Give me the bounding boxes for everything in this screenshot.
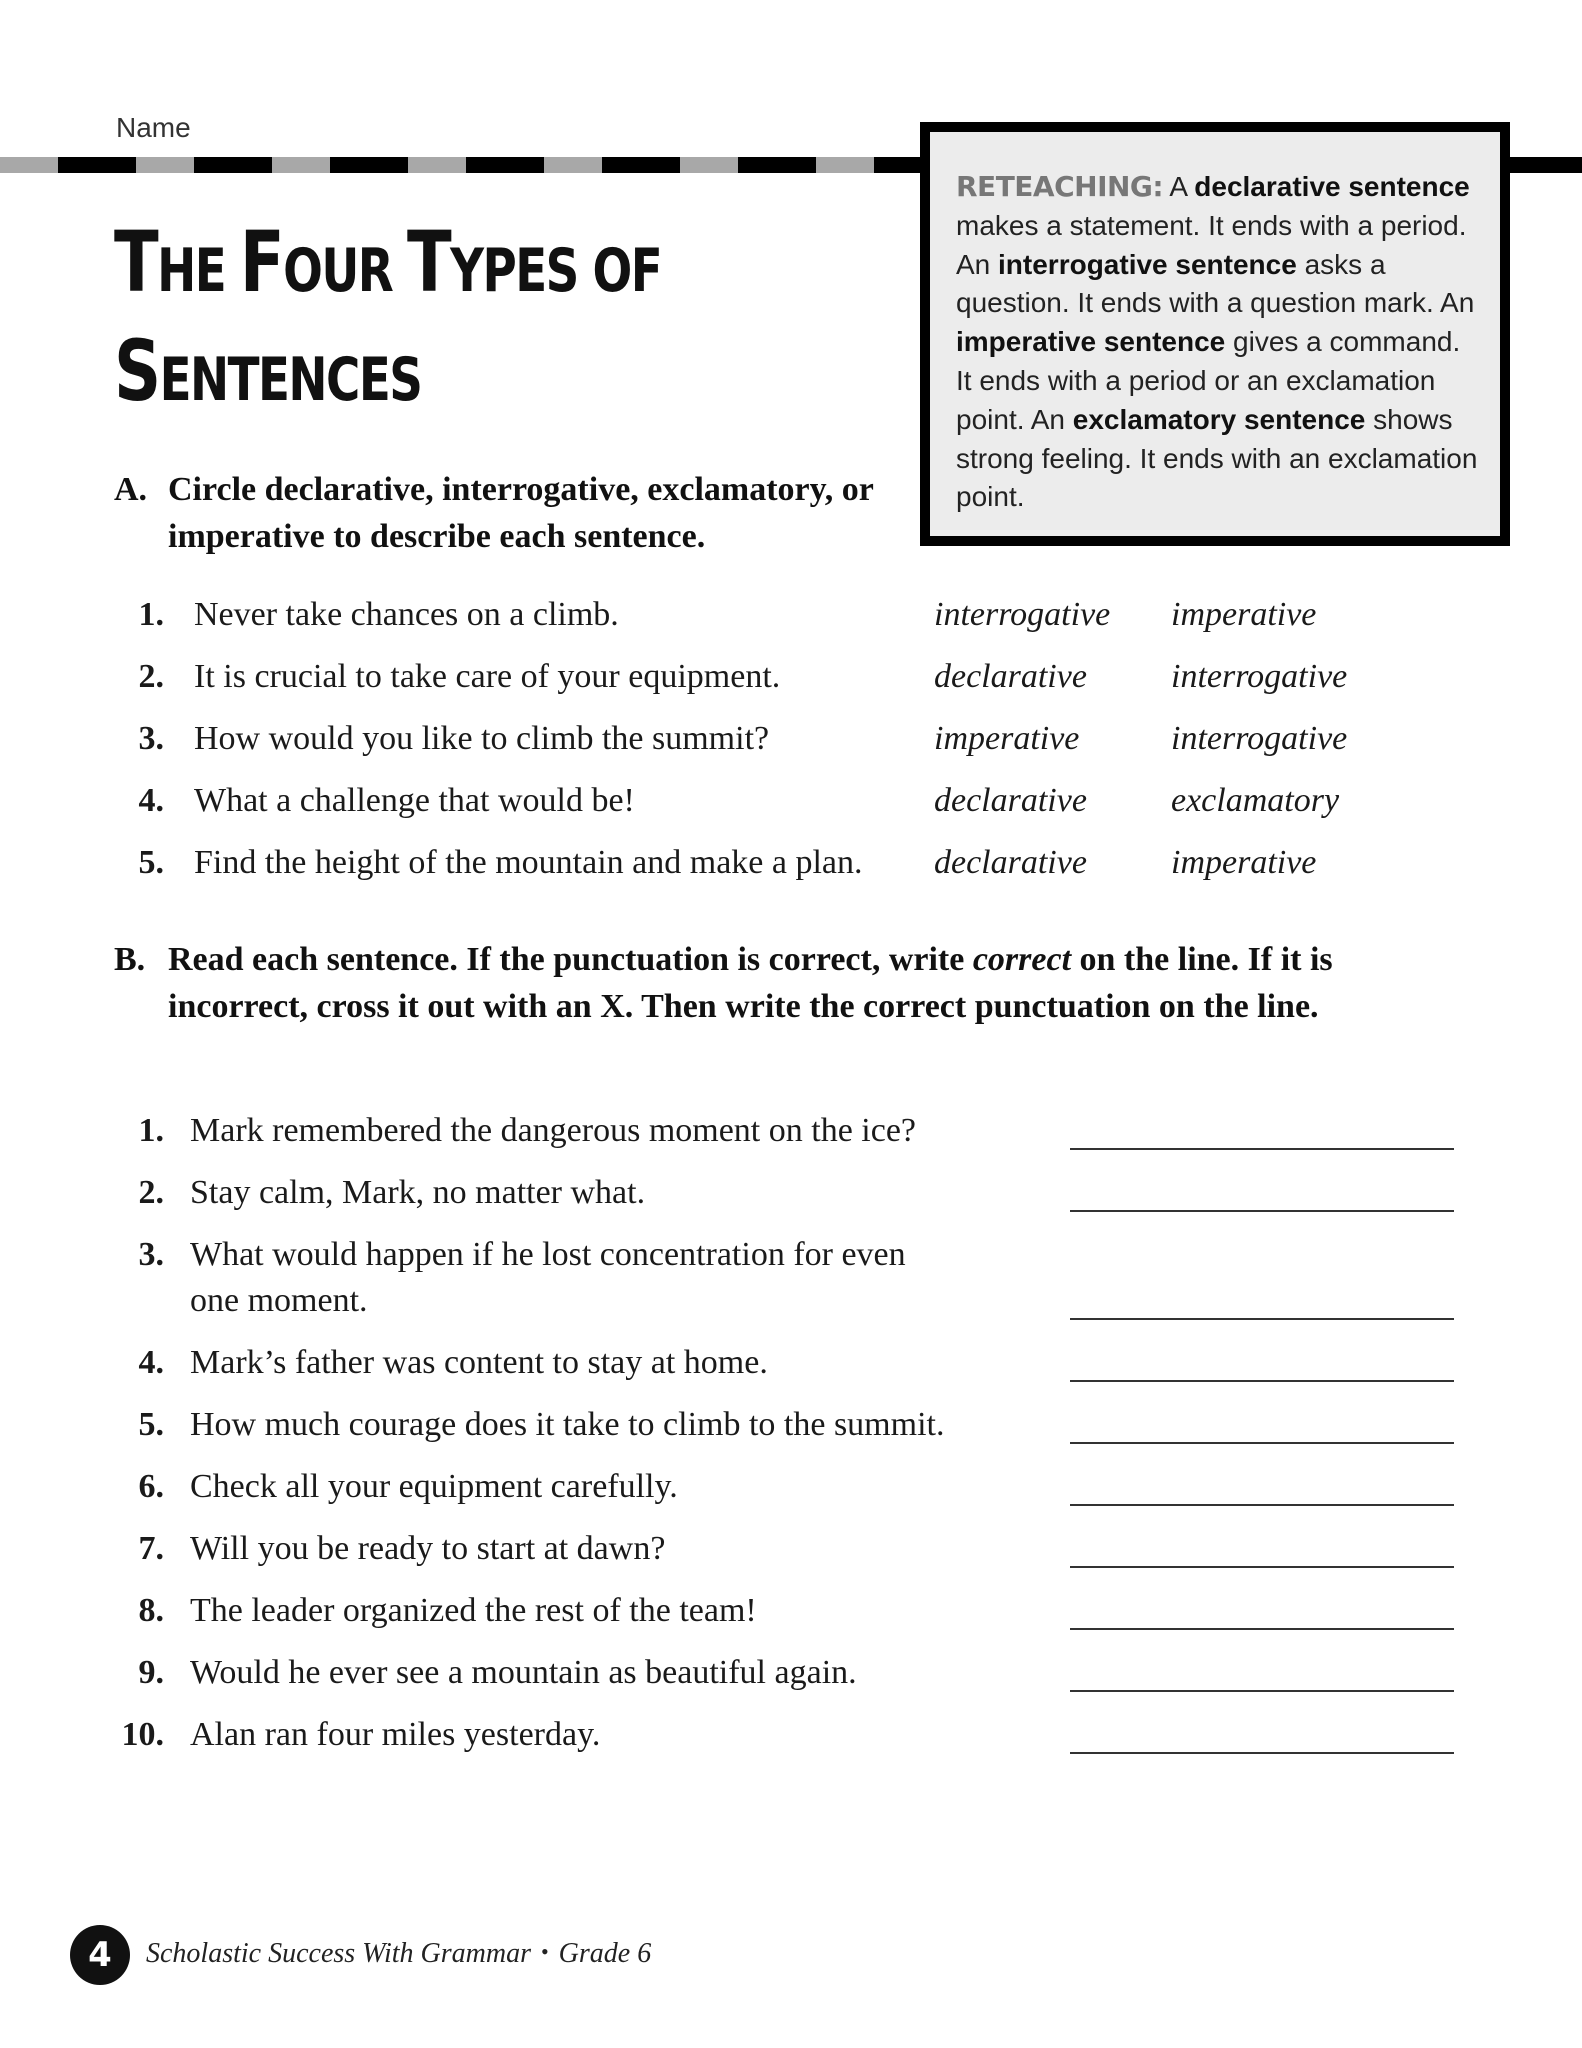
choice-option-2[interactable]: exclamatory [1171,782,1340,819]
reteaching-text: RETEACHING: A declarative sentence makes a statement. It ends with a period. An interrogative sentence asks a question. It ends with a question mark. An imperative sentence gives a command. It ends with a period or an exclamation point. An exclamatory sentence shows strong feeling. It ends with an exclamation point. [930,132,1500,536]
page-title: THE FOUR TYPES OF SENTENCES [114,213,662,420]
part-a-item: 1. Never take chances on a climb. interrogative imperative [138,596,1317,633]
answer-line[interactable] [1070,1148,1454,1150]
part-a-instructions: A. Circle declarative, interrogative, exclamatory, or imperative to describe each sentence. [114,471,874,555]
part-a-item: 5. Find the height of the mountain and make a plan. declarative imperative [138,844,1317,881]
choice-option-1[interactable]: declarative [934,844,1087,881]
choice-option-2[interactable]: imperative [1171,596,1317,633]
answer-line[interactable] [1070,1566,1454,1568]
part-b-instructions: B. Read each sentence. If the punctuation is correct, write correct on the line. If it is incorrect, cross it out with an X. Then write the correct punctuation on the line. [114,941,1333,1025]
name-label: Name [116,112,191,143]
reteaching-box [920,122,1510,546]
answer-line[interactable] [1070,1628,1454,1630]
answer-line[interactable] [1070,1752,1454,1754]
choice-option-2[interactable]: interrogative [1171,720,1348,757]
choice-option-2[interactable]: imperative [1171,844,1317,881]
answer-line[interactable] [1070,1690,1454,1692]
answer-line[interactable] [1070,1442,1454,1444]
answer-line[interactable] [1070,1318,1454,1320]
part-a-item: 2. It is crucial to take care of your equipment. declarative interrogative [138,658,1348,695]
part-a-item: 4. What a challenge that would be! declarative exclamatory [138,782,1340,819]
reteaching-label: RETEACHING: [956,170,1164,203]
answer-line[interactable] [1070,1504,1454,1506]
choice-option-2[interactable]: interrogative [1171,658,1348,695]
header-stripe-end [1510,157,1582,173]
part-a-item: 3. How would you like to climb the summit? imperative interrogative [138,720,1348,757]
answer-line[interactable] [1070,1210,1454,1212]
choice-option-1[interactable]: imperative [934,720,1080,757]
answer-line[interactable] [1070,1380,1454,1382]
choice-option-1[interactable]: declarative [934,658,1087,695]
choice-option-1[interactable]: interrogative [934,596,1111,633]
page-number-badge: 4 [70,1925,130,1985]
footer-credit: Scholastic Success With Grammar • Grade 6 [146,1938,652,1969]
choice-option-1[interactable]: declarative [934,782,1087,819]
